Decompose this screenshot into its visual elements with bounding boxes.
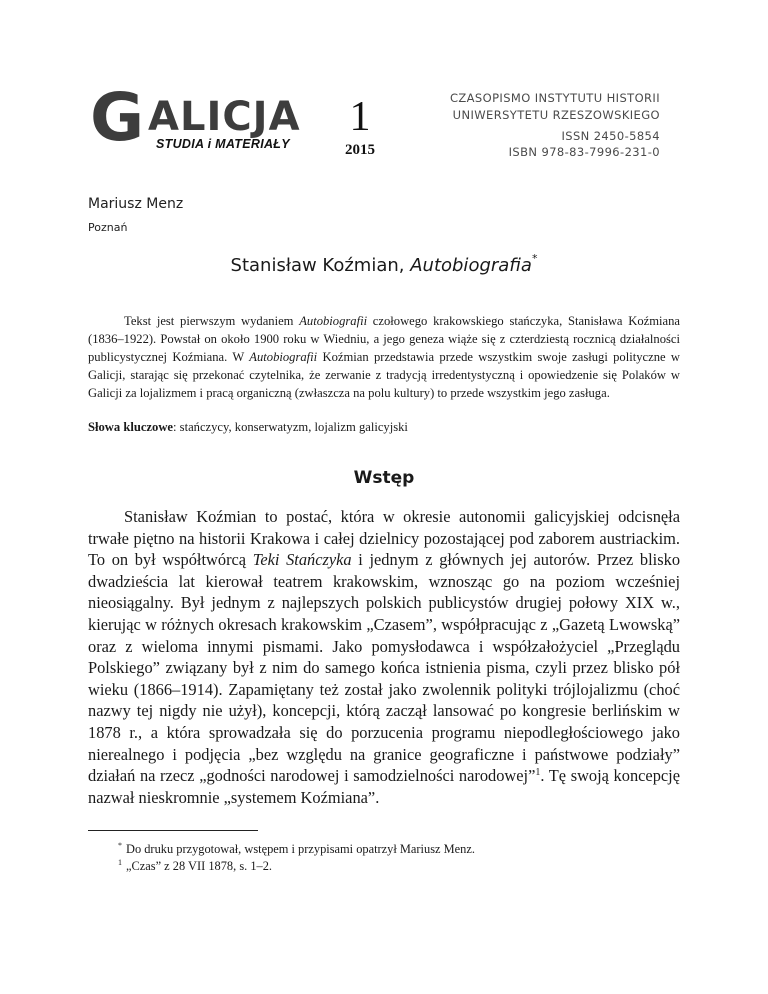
title-italic: Autobiografia [410, 255, 532, 276]
body-text-b: i jednym z głównych jej autorów. Przez blisko dwadzieścia lat kierował teatrem krakowskim, wznosząc go na poziom wcześniej nieosiągalny. Był jednym z najlepszych polskich publicystów drugiej połowy XIX w., kierując w różnych okresach krakowskim „Czasem”, współpracując z „Gazetą Lwowską” oraz z wieloma innymi pismami. Jako pomysłodawca i współzałożyciel „Przeglądu Polskiego” związany był z nim do samego końca istnienia pisma, czyli przez blisko pół wieku (1866–1914). Zapamiętany też został jako zwolennik polityki trójlojalizmu (choć nazwy tej nigdy nie użył), koncepcji, którą zaczął lansować po kongresie berlińskim w 1878 r., a która sprowadzała się do porzucenia programu niepodległościowego jako nierealnego i podjęcia „bez względu na granice geograficzne i państwowe podziały” działań na rzecz „godności narodowej i samodzielności narodowej” [88, 550, 681, 786]
title-footnote-mark: * [531, 252, 538, 265]
article-title [88, 252, 680, 276]
author-city: Poznań [88, 221, 128, 234]
footnote-2 [118, 855, 272, 874]
issn: ISSN 2450-5854 [561, 129, 660, 143]
keywords-list: : stańczycy, konserwatyzm, lojalizm galicyjski [173, 420, 408, 434]
journal-publisher-line1: CZASOPISMO INSTYTUTU HISTORII [449, 91, 660, 105]
body-text-c: . Tę swoją koncepcję nazwał nieskromnie „systemem Koźmiana”. [88, 766, 680, 807]
author-name: Mariusz Menz [88, 196, 184, 212]
abstract [88, 312, 680, 402]
isbn: ISBN 978-83-7996-231-0 [508, 145, 660, 159]
issue-year: 2015 [345, 142, 375, 158]
body-footnote-ref: 1 [535, 767, 541, 779]
footnote-text: Do druku przygotował, wstępem i przypisami opatrzył Mariusz Menz. [126, 842, 475, 856]
issue-number: 1 [349, 94, 371, 140]
abstract-italic: Autobiografii [299, 314, 368, 328]
keywords [88, 418, 680, 436]
abstract-italic: Autobiografii [249, 350, 318, 364]
footnote-mark: * [118, 841, 122, 850]
section-heading: Wstęp [353, 468, 415, 488]
footnote-separator [88, 830, 258, 831]
body-italic: Teki Stańczyka [252, 550, 352, 570]
abstract-text: Tekst jest pierwszym wydaniem Autobiografii czołowego krakowskiego stańczyka, Stanisława Koźmiana (1836–1922). Powstał on około 1900 roku w Wiedniu, a jego geneza wiąże się z czterdziestą rocznicą działalności publicystycznej Koźmiana. W Autobiografii Koźmian przedstawia przede wszystkim swoje zasługi polityczne w Galicji, starając się przekonać czytelnika, że zerwanie z tradycją irredentystyczną i opowiedzenie się Polaków w Galicji za lojalizmem i pracą organiczną (zwłaszcza na polu kultury) to przede wszystkim jego zasługa. [88, 314, 680, 400]
body-text-a: Stanisław Koźmian to postać, która w okresie autonomii galicyjskiej odcisnęła trwałe piętno na historii Krakowa i całej dzielnicy pozostającej pod zaborem austriackim. To on był współtwórcą [88, 507, 680, 570]
journal-logo [90, 79, 301, 156]
footnote-mark: 1 [118, 858, 122, 867]
journal-publisher-line2: UNIWERSYTETU RZESZOWSKIEGO [452, 108, 660, 122]
keywords-label: Słowa kluczowe [88, 420, 174, 434]
logo-letter: G [90, 79, 143, 156]
footnote-text: „Czas” z 28 VII 1878, s. 1–2. [126, 859, 273, 873]
title-plain: Stanisław Koźmian, [230, 255, 411, 276]
logo-subtitle: STUDIA i MATERIAŁY [156, 137, 290, 151]
body-paragraph [88, 506, 680, 808]
logo-word: ALICJA [148, 94, 301, 140]
